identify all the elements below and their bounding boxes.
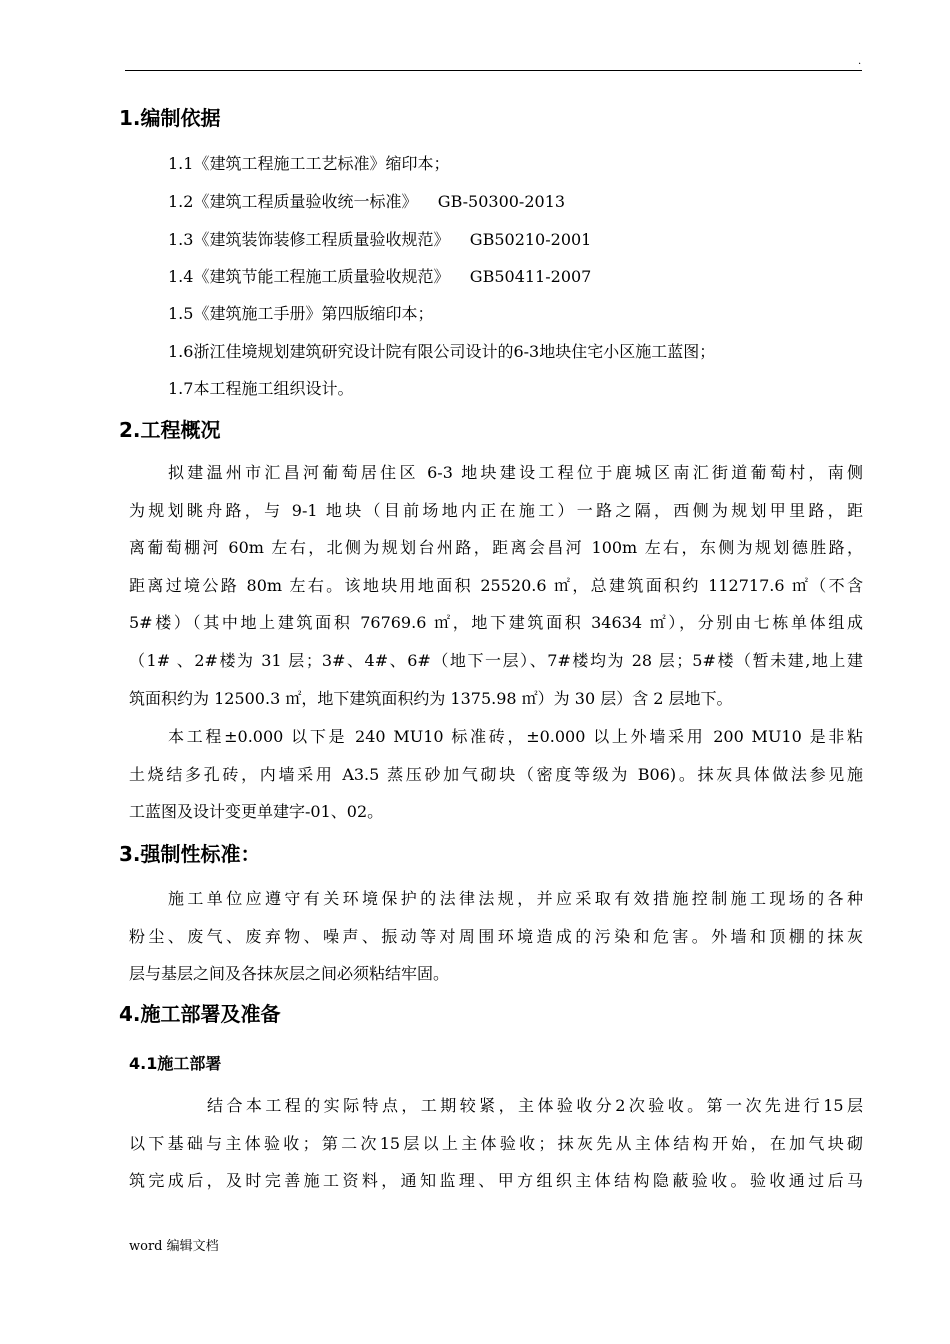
paragraph-line: 筑完成后，及时完善施工资料，通知监理、甲方组织主体结构隐蔽验收。验收通过后马 bbox=[129, 1171, 863, 1191]
subsection-4-1-heading: 4.1施工部署 bbox=[129, 1054, 222, 1073]
paragraph-line: 距离过境公路 80m 左右。该地块用地面积 25520.6 ㎡，总建筑面积约 112717.6 ㎡（不含 bbox=[129, 575, 863, 595]
paragraph-line: 层与基层之间及各抹灰层之间必须粘结牢固。 bbox=[129, 964, 450, 984]
header-rule bbox=[125, 70, 862, 71]
page-footer: word 编辑文档 bbox=[129, 1239, 219, 1254]
basis-item-5: 1.5《建筑施工手册》第四版缩印本； bbox=[168, 304, 434, 323]
paragraph-line: 拟建温州市汇昌河葡萄居住区 6-3 地块建设工程位于鹿城区南汇街道葡萄村，南侧 bbox=[168, 463, 863, 482]
basis-item-6: 1.6浙江佳境规划建筑研究设计院有限公司设计的6-3地块住宅小区施工蓝图； bbox=[168, 342, 716, 361]
paragraph-line: 5#楼）（其中地上建筑面积 76769.6 ㎡，地下建筑面积 34634 ㎡），分别由七栋单体组成 bbox=[129, 613, 863, 633]
section-1-heading: 1.编制依据 bbox=[119, 106, 221, 130]
basis-item-3: 1.3《建筑装饰装修工程质量验收规范》 GB50210-2001 bbox=[168, 230, 592, 249]
paragraph-line: 本工程±0.000 以下是 240 MU10 标准砖，±0.000 以上外墙采用 200 MU10 是非粘 bbox=[168, 727, 863, 746]
basis-item-2: 1.2《建筑工程质量验收统一标准》 GB-50300-2013 bbox=[168, 192, 566, 211]
paragraph-line: 土烧结多孔砖，内墙采用 A3.5 蒸压砂加气砌块（密度等级为 B06)。抹灰具体做法参见施 bbox=[129, 764, 863, 784]
basis-item-7: 1.7本工程施工组织设计。 bbox=[168, 379, 354, 398]
section-2-heading: 2.工程概况 bbox=[119, 418, 221, 442]
section-3-heading: 3.强制性标准： bbox=[119, 842, 261, 866]
section-4-heading: 4.施工部署及准备 bbox=[119, 1002, 281, 1026]
header-mark: . bbox=[858, 56, 862, 67]
paragraph-line: 为规划眺舟路，与 9-1 地块（目前场地内正在施工）一路之隔，西侧为规划甲里路，距 bbox=[129, 500, 863, 520]
basis-item-1: 1.1《建筑工程施工工艺标准》缩印本； bbox=[168, 154, 450, 173]
paragraph-line: 粉尘、废气、废弃物、噪声、振动等对周围环境造成的污染和危害。外墙和顶棚的抹灰 bbox=[129, 926, 863, 946]
paragraph-line: （1# 、2#楼为 31 层；3#、4#、6#（地下一层）、7#楼均为 28 层；5#楼（暂未建,地上建 bbox=[129, 650, 863, 670]
overview-paragraph-1 bbox=[129, 454, 863, 717]
paragraph-line: 筑面积约为 12500.3 ㎡，地下建筑面积约为 1375.98 ㎡）为 30 层）含 2 层地下。 bbox=[129, 688, 733, 708]
paragraph-line: 以下基础与主体验收；第二次15层以上主体验收；抹灰先从主体结构开始，在加气块砌 bbox=[129, 1133, 863, 1153]
paragraph-line: 施工单位应遵守有关环境保护的法律法规，并应采取有效措施控制施工现场的各种 bbox=[168, 889, 863, 908]
basis-item-4: 1.4《建筑节能工程施工质量验收规范》 GB50411-2007 bbox=[168, 267, 592, 286]
deployment-paragraph bbox=[129, 1087, 863, 1200]
paragraph-line: 离葡萄棚河 60m 左右，北侧为规划台州路，距离会昌河 100m 左右，东侧为规划德胜路， bbox=[129, 538, 863, 558]
paragraph-line: 结合本工程的实际特点，工期较紧，主体验收分2次验收。第一次先进行15层 bbox=[207, 1096, 863, 1115]
overview-paragraph-2 bbox=[129, 718, 863, 831]
paragraph-line: 工蓝图及设计变更单建字-01、02。 bbox=[129, 802, 384, 822]
standards-paragraph bbox=[129, 880, 863, 993]
